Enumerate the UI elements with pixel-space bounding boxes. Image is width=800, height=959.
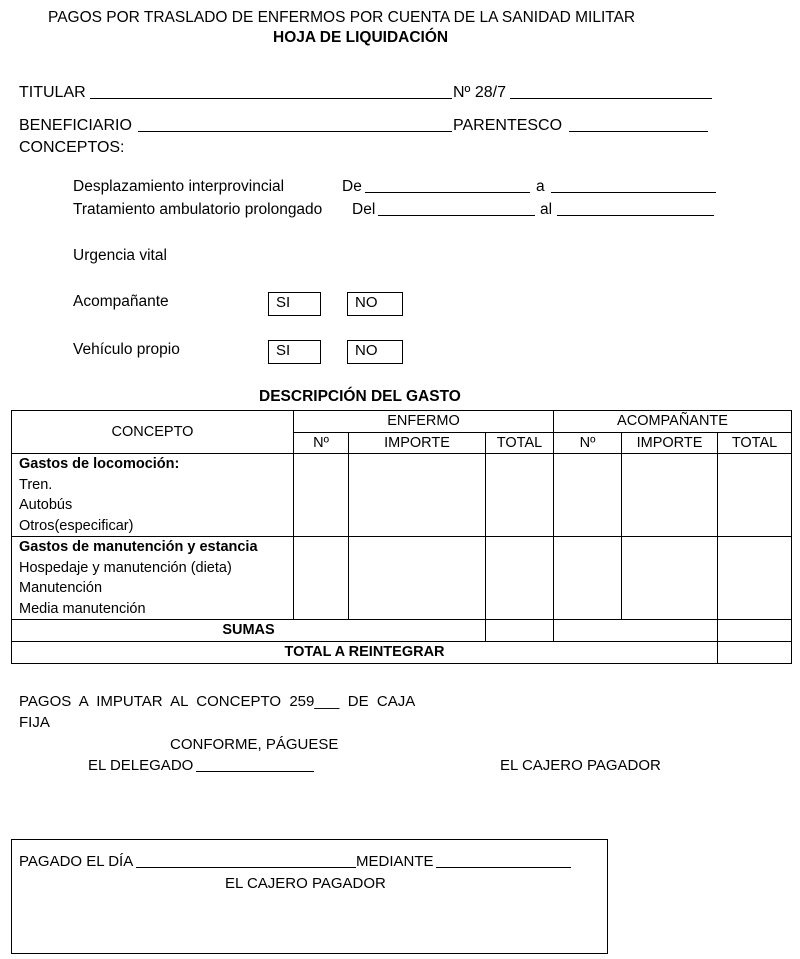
vehiculo-si-label: SI — [276, 342, 291, 359]
pagado-dia-field[interactable] — [136, 867, 356, 868]
locomocion-enfermo-total[interactable] — [486, 454, 554, 537]
manutencion-enfermo-num[interactable] — [294, 537, 349, 620]
header-enfermo-total: TOTAL — [486, 433, 554, 454]
titular-label: TITULAR — [19, 84, 86, 101]
a-label: a — [536, 178, 545, 195]
expense-table — [11, 410, 792, 664]
al-label: al — [540, 201, 553, 218]
list-item: Otros(especificar) — [19, 517, 134, 534]
header-acompanante-importe: IMPORTE — [622, 433, 718, 454]
sumas-spacer — [554, 620, 718, 642]
manutencion-heading: Gastos de manutención y estancia — [19, 539, 258, 555]
manutencion-enfermo-importe[interactable] — [349, 537, 486, 620]
list-item: Tren. — [19, 476, 53, 493]
total-reintegrar-value[interactable] — [718, 642, 792, 664]
locomocion-enfermo-importe[interactable] — [349, 454, 486, 537]
document-title: PAGOS POR TRASLADO DE ENFERMOS POR CUENTA DE LA SANIDAD MILITAR — [48, 9, 636, 26]
locomocion-acompanante-importe[interactable] — [622, 454, 718, 537]
desde-field[interactable] — [365, 192, 530, 193]
tratamiento-label: Tratamiento ambulatorio prolongado — [73, 201, 323, 218]
document-subtitle: HOJA DE LIQUIDACIÓN — [273, 29, 449, 46]
locomocion-heading: Gastos de locomoción: — [19, 456, 180, 472]
header-acompanante-total: TOTAL — [718, 433, 792, 454]
acompanante-label: Acompañante — [73, 293, 169, 310]
acompanante-no-label: NO — [355, 294, 378, 311]
delegado-label: EL DELEGADO — [88, 757, 194, 774]
desplazamiento-label: Desplazamiento interprovincial — [73, 178, 285, 195]
urgencia-label: Urgencia vital — [73, 247, 167, 264]
de-label: De — [342, 178, 362, 195]
total-reintegrar-label: TOTAL A REINTEGRAR — [12, 642, 718, 664]
locomocion-acompanante-num[interactable] — [554, 454, 622, 537]
table-title: DESCRIPCIÓN DEL GASTO — [259, 388, 461, 405]
table-row — [12, 537, 792, 620]
parentesco-field[interactable] — [569, 131, 708, 132]
header-acompanante: ACOMPAÑANTE — [554, 411, 792, 433]
hasta-field[interactable] — [551, 192, 716, 193]
header-enfermo-num: Nº — [294, 433, 349, 454]
header-concepto: CONCEPTO — [12, 411, 294, 454]
tratamiento-hasta-field[interactable] — [557, 215, 714, 216]
mediante-label: MEDIANTE — [356, 853, 434, 870]
locomocion-acompanante-total[interactable] — [718, 454, 792, 537]
list-item: Autobús — [19, 497, 73, 513]
list-item: Manutención — [19, 580, 103, 596]
locomocion-enfermo-num[interactable] — [294, 454, 349, 537]
del-label: Del — [352, 201, 376, 218]
table-row — [12, 454, 792, 537]
manutencion-enfermo-total[interactable] — [486, 537, 554, 620]
titular-field[interactable] — [90, 98, 452, 99]
manutencion-acompanante-total[interactable] — [718, 537, 792, 620]
manutencion-acompanante-num[interactable] — [554, 537, 622, 620]
list-item: Media manutención — [19, 600, 146, 617]
pagos-imputar-text-line2: FIJA — [19, 714, 50, 731]
delegado-signature-field[interactable] — [196, 771, 314, 772]
sumas-acompanante-total[interactable] — [718, 620, 792, 642]
pagado-dia-label: PAGADO EL DÍA — [19, 853, 134, 870]
beneficiario-field[interactable] — [138, 131, 452, 132]
payment-cajero-label: EL CAJERO PAGADOR — [225, 875, 386, 892]
acompanante-si-label: SI — [276, 294, 291, 311]
header-acompanante-num: Nº — [554, 433, 622, 454]
sumas-enfermo-total[interactable] — [486, 620, 554, 642]
manutencion-cell — [12, 537, 294, 620]
locomocion-cell — [12, 454, 294, 537]
sumas-label: SUMAS — [12, 620, 486, 642]
vehiculo-label: Vehículo propio — [73, 341, 180, 358]
header-enfermo-importe: IMPORTE — [349, 433, 486, 454]
numero-label: Nº 28/7 — [453, 84, 506, 101]
conforme-text: CONFORME, PÁGUESE — [170, 736, 339, 753]
mediante-field[interactable] — [436, 867, 571, 868]
cajero-pagador-label: EL CAJERO PAGADOR — [500, 757, 661, 774]
tratamiento-desde-field[interactable] — [378, 215, 535, 216]
numero-field[interactable] — [510, 98, 712, 99]
conceptos-label: CONCEPTOS: — [19, 139, 125, 156]
list-item: Hospedaje y manutención (dieta) — [19, 559, 232, 576]
vehiculo-no-label: NO — [355, 342, 378, 359]
manutencion-acompanante-importe[interactable] — [622, 537, 718, 620]
total-row — [12, 642, 792, 664]
pagos-imputar-text: PAGOS A IMPUTAR AL CONCEPTO 259___ DE CAJA — [19, 693, 416, 710]
beneficiario-label: BENEFICIARIO — [19, 117, 132, 134]
sumas-row — [12, 620, 792, 642]
header-enfermo: ENFERMO — [294, 411, 554, 433]
parentesco-label: PARENTESCO — [453, 117, 563, 134]
